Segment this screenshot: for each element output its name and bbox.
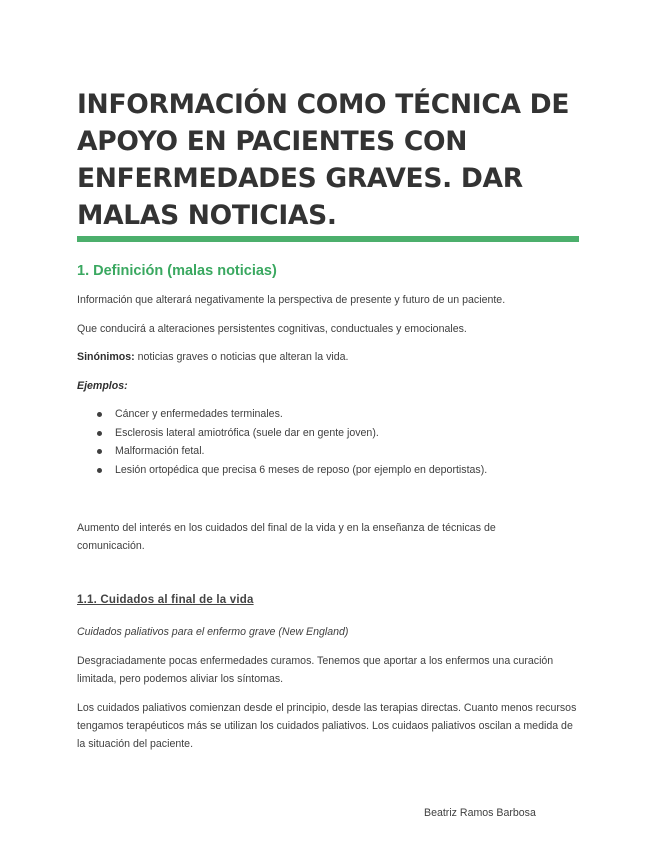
list-item: Lesión ortopédica que precisa 6 meses de reposo (por ejemplo en deportistas). [95, 461, 487, 480]
definition-paragraph-1: Información que alterará negativamente la perspectiva de presente y futuro de un paciente. [77, 294, 506, 306]
subsection-heading-end-of-life: 1.1. Cuidados al final de la vida [77, 594, 254, 606]
synonyms-label: Sinónimos: [77, 351, 135, 363]
list-item: Esclerosis lateral amiotrófica (suele dar en gente joven). [95, 424, 487, 443]
bullet-icon [97, 431, 102, 436]
examples-label-paragraph [77, 377, 577, 395]
definition-paragraph-2: Que conducirá a alteraciones persistentes cognitivas, conductuales y emocionales. [77, 323, 467, 335]
examples-list [95, 405, 487, 479]
page-title: INFORMACIÓN COMO TÉCNICA DE APOYO EN PACIENTES CON ENFERMEDADES GRAVES. DAR MALAS NOTICIAS. [77, 89, 570, 231]
list-item: Cáncer y enfermedades terminales. [95, 405, 487, 424]
bullet-icon [97, 468, 102, 473]
synonyms-paragraph [77, 348, 577, 366]
interest-paragraph: Aumento del interés en los cuidados del final de la vida y en la enseñanza de técnicas de comunicación. [77, 522, 496, 552]
synonyms-text: noticias graves o noticias que alteran la vida. [134, 351, 349, 363]
bullet-icon [97, 449, 102, 454]
subsection-subtitle: Cuidados paliativos para el enfermo grave (New England) [77, 626, 349, 638]
footer-author: Beatriz Ramos Barbosa [424, 807, 536, 819]
examples-label: Ejemplos: [77, 380, 128, 392]
bullet-icon [97, 412, 102, 417]
section-heading-definition: 1. Definición (malas noticias) [77, 263, 277, 279]
palliative-paragraph-1: Desgraciadamente pocas enfermedades curamos. Tenemos que aportar a los enfermos una curación limitada, pero podemos aliviar los síntomas. [77, 655, 554, 685]
list-item: Malformación fetal. [95, 442, 487, 461]
palliative-paragraph-2: Los cuidados paliativos comienzan desde el principio, desde las terapias directas. Cuanto menos recursos tengamos terapéuticos más se utilizan los cuidados paliativos. Los cuidaos paliativos oscilan a medida de la situación del paciente. [77, 702, 577, 750]
title-divider [77, 236, 579, 242]
